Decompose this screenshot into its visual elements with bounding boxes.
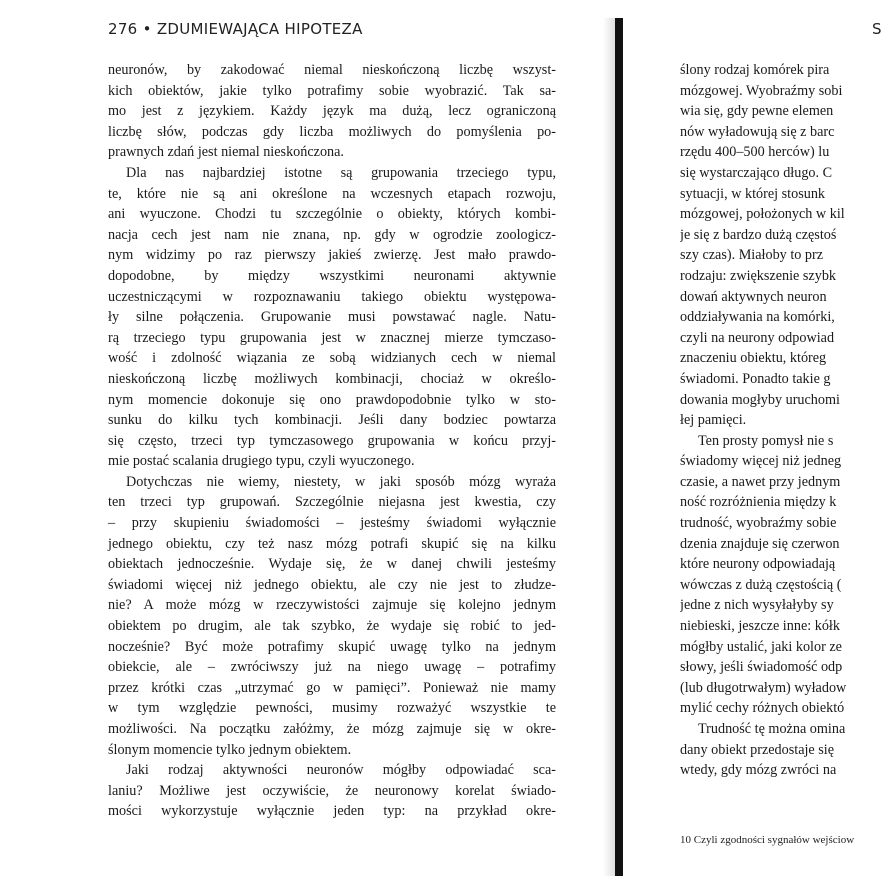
text-line: świadomi. Ponadto takie g — [680, 370, 831, 387]
text-line: rzędu 400–500 herców) lu — [680, 144, 830, 161]
running-head-right-fragment: S — [872, 20, 882, 38]
text-line: sytuacji, w której stosunk — [680, 185, 826, 202]
text-line: mylić cechy różnych obiektó — [680, 700, 845, 717]
text-line: nów wyładowują się z barc — [680, 123, 835, 140]
text-line: nocześnie? Być może potrafimy skupić uwagę tylko na jednym — [108, 638, 556, 655]
text-line: w tym względzie pewności, musimy rozważyć wszystkie te — [108, 700, 556, 717]
text-line: które neurony odpowiadają — [680, 556, 836, 573]
text-line: prawnych zdań jest niemal nieskończona. — [108, 144, 344, 161]
left-page-text — [108, 60, 556, 822]
text-line: obiektach jednocześnie. Wydaje się, że w danej chwili jesteśmy — [108, 556, 556, 573]
text-line: szy czas). Miałoby to prz — [680, 247, 824, 264]
text-line: ślonym momencie tylko jednym obiektem. — [108, 741, 352, 758]
text-line: – przy skupieniu świadomości – jesteśmy świadomi wyłącznie — [108, 515, 556, 532]
text-line: ność rozróżnienia między k — [680, 494, 837, 511]
right-page-text — [680, 60, 893, 781]
text-line: ślony rodzaj komórek pira — [680, 62, 830, 78]
text-line: łej pamięci. — [680, 412, 747, 429]
text-line: nym widzimy po raz pierwszy jakieś zwierzę. Jest mało prawdo- — [108, 247, 556, 264]
text-line: świadomi więcej niż jednego obiektu, ale czy nie jest to złudze- — [108, 576, 556, 593]
text-line: obiektem po drugim, ale tak szybko, że wydaje się robić to jed- — [108, 618, 556, 635]
text-line: Dla nas najbardziej istotne są grupowania trzeciego typu, — [126, 164, 556, 181]
text-line: przez krótki czas „utrzymać go w pamięci”. Ponieważ nie mamy — [108, 679, 556, 696]
text-line: się często, trzeci typ tymczasowego grupowania w końcu przyj- — [108, 432, 556, 449]
text-line: trudność, wyobraźmy sobie — [680, 515, 837, 532]
text-line: niebieski, jeszcze inne: kółk — [680, 618, 840, 635]
text-line: czasie, a nawet przy jednym — [680, 473, 841, 490]
text-line: nieskończoną liczbę możliwych kombinacji, chociaż w określo- — [108, 370, 556, 387]
text-line: znaczeniu obiektu, któreg — [680, 350, 827, 367]
text-line: jednego obiektu, czy też nasz mózg potrafi skupić się na kilku — [108, 535, 556, 552]
text-line: dowania mogłyby uruchomi — [680, 391, 840, 408]
text-line: oddziaływania na komórki, — [680, 309, 835, 326]
text-line: te, które nie są ani określone na wczesnych etapach rozwoju, — [108, 185, 556, 202]
text-line: mózgowej. Wyobraźmy sobi — [680, 82, 843, 99]
text-line: laniu? Możliwe jest oczywiście, że neuronowy korelat świado- — [108, 782, 556, 799]
text-line: jedne z nich wysyłałyby sy — [680, 597, 834, 614]
text-line: się wystarczająco długo. C — [680, 164, 833, 181]
text-line: (lub długotrwałym) wyładow — [680, 679, 847, 696]
footnote: 10 Czyli zgodności sygnałów wejściow — [680, 834, 855, 846]
text-line: ły silne połączenia. Grupowanie musi powstawać nagle. Natu- — [108, 309, 556, 326]
text-line: wtedy, gdy mózg zwróci na — [680, 762, 837, 779]
text-line: neuronów, by zakodować niemal nieskończoną liczbę wszyst- — [108, 62, 556, 78]
text-line: słowy, jeśli świadomość odp — [680, 659, 843, 676]
text-line: liczbę słów, podczas gdy liczba możliwych do pomyślenia po- — [108, 123, 556, 140]
text-line: nie? A może mózg w rzeczywistości zajmuje się kolejno jednym — [108, 597, 556, 614]
text-line: ten trzeci typ grupowań. Szczególnie niejasna jest kwestia, czy — [108, 494, 556, 511]
text-line: mości wykorzystuje wyłącznie jeden typ: na przykład okre- — [108, 803, 556, 820]
text-line: kich obiektów, jakie tylko potrafimy sobie wyobrazić. Tak sa- — [108, 82, 556, 99]
book-spine — [615, 18, 623, 876]
text-line: sunku do kilku tych kombinacji. Jeśli dany bodziec powtarza — [108, 412, 556, 429]
text-line: dopodobne, by między wszystkimi neuronami aktywnie — [108, 267, 556, 284]
text-line: wość i zdolność wiązania ze sobą widzianych cech w niemal — [108, 350, 556, 367]
text-line: uczestniczącymi w rozpoznawaniu takiego obiektu występowa- — [108, 288, 556, 305]
text-line: dowań aktywnych neuron — [680, 288, 827, 305]
text-line: nym momencie dokonuje się ono prawdopodobnie tylko w sto- — [108, 391, 556, 408]
text-line: nacja cech jest nam nie znana, np. gdy w ogrodzie zoologicz- — [108, 226, 556, 243]
text-line: mógłby ustalić, jaki kolor ze — [680, 638, 842, 655]
text-line: ani wyuczone. Chodzi tu szczególnie o obiekty, których kombi- — [108, 206, 556, 223]
book-gutter-shadow — [603, 18, 615, 876]
text-line: Ten prosty pomysł nie s — [698, 432, 834, 449]
text-line: rą trzeciego typu grupowania jest w znacznej mierze tymczaso- — [108, 329, 556, 346]
text-line: Trudność tę można omina — [698, 721, 846, 737]
text-line: je się z bardzo dużą częstoś — [680, 226, 837, 243]
text-line: dzenia znajduje się czerwon — [680, 535, 840, 552]
text-line: mo jest z językiem. Każdy język ma dużą, lecz ograniczoną — [108, 103, 556, 120]
text-line: możliwości. Na początku załóżmy, że mózg zajmuje się w okre- — [108, 721, 556, 737]
text-line: Dotychczas nie wiemy, niestety, w jaki sposób mózg wyraża — [126, 473, 556, 490]
text-line: wówczas z dużą częstością ( — [680, 576, 842, 593]
text-line: Jaki rodzaj aktywności neuronów mógłby odpowiadać sca- — [126, 762, 556, 779]
text-line: mie postać scalania drugiego typu, czyli wyuczonego. — [108, 453, 415, 470]
text-line: mózgowej, położonych w kil — [680, 206, 845, 223]
text-line: świadomy więcej niż jedneg — [680, 453, 842, 470]
running-head-left: 276 • ZDUMIEWAJĄCA HIPOTEZA — [108, 20, 363, 38]
text-line: obiekcie, ale – zwróciwszy już na niego uwagę – potrafimy — [108, 659, 556, 676]
text-line: dany obiekt przedostaje się — [680, 741, 835, 758]
text-line: rodzaju: zwiększenie szybk — [680, 267, 837, 284]
text-line: wia się, gdy pewne elemen — [680, 103, 834, 120]
text-line: czyli na neurony odpowiad — [680, 329, 835, 346]
